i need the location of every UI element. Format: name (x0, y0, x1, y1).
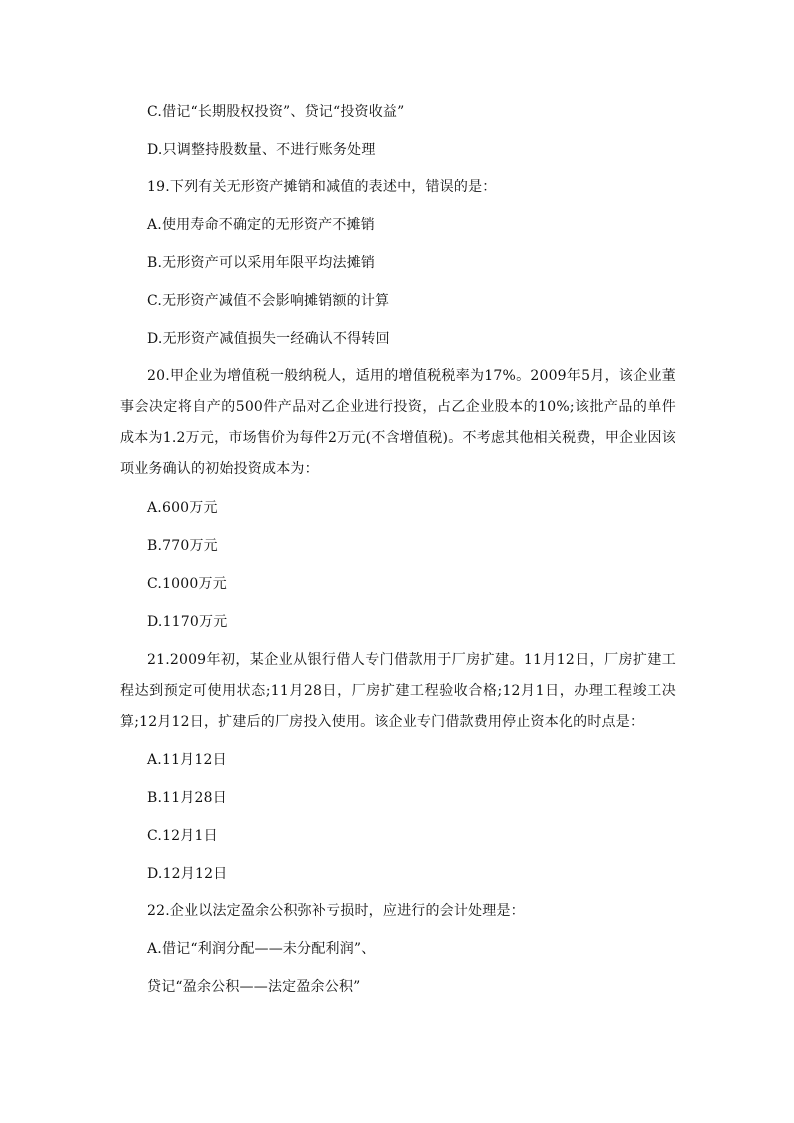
option-19c: C.无形资产减值不会影响摊销额的计算 (147, 293, 390, 309)
option-21d: D.12月12日 (147, 866, 228, 882)
option-21c: C.12月1日 (147, 828, 218, 844)
question-22: 22.企业以法定盈余公积弥补亏损时，应进行的会计处理是： (147, 903, 525, 919)
option-18c: C.借记“长期股权投资”、贷记“投资收益” (147, 104, 405, 120)
option-19b: B.无形资产可以采用年限平均法摊销 (147, 255, 376, 271)
option-21b: B.11月28日 (147, 790, 227, 806)
option-20c: C.1000万元 (147, 576, 227, 592)
option-19a: A.使用寿命不确定的无形资产不摊销 (147, 217, 375, 233)
option-22a-line1: A.借记“利润分配——未分配利润”、 (147, 941, 376, 957)
option-20a: A.600万元 (147, 500, 218, 516)
option-21a: A.11月12日 (147, 752, 227, 768)
option-20d: D.1170万元 (147, 614, 228, 630)
option-18d: D.只调整持股数量、不进行账务处理 (147, 142, 376, 158)
option-22a-line2: 贷记“盈余公积——法定盈余公积” (147, 979, 361, 995)
option-20b: B.770万元 (147, 538, 218, 554)
question-20: 20.甲企业为增值税一般纳税人，适用的增值税税率为17%。2009年5月，该企业董事会决定将自产的500件产品对乙企业进行投资，占乙企业股本的10%;该批产品的单件成本为1.2万元，市场售价为每件2万元(不含增值税)。不考虑其他相关税费，甲企业因该项业务确认的初始投资成本为： (120, 368, 676, 477)
option-19d: D.无形资产减值损失一经确认不得转回 (147, 331, 390, 347)
question-21: 21.2009年初，某企业从银行借人专门借款用于厂房扩建。11月12日，厂房扩建工程达到预定可使用状态;11月28日，厂房扩建工程验收合格;12月1日，办理工程竣工决算;12月12日，扩建后的厂房投入使用。该企业专门借款费用停止资本化的时点是： (120, 652, 676, 730)
question-19: 19.下列有关无形资产摊销和减值的表述中，错误的是： (147, 179, 497, 195)
